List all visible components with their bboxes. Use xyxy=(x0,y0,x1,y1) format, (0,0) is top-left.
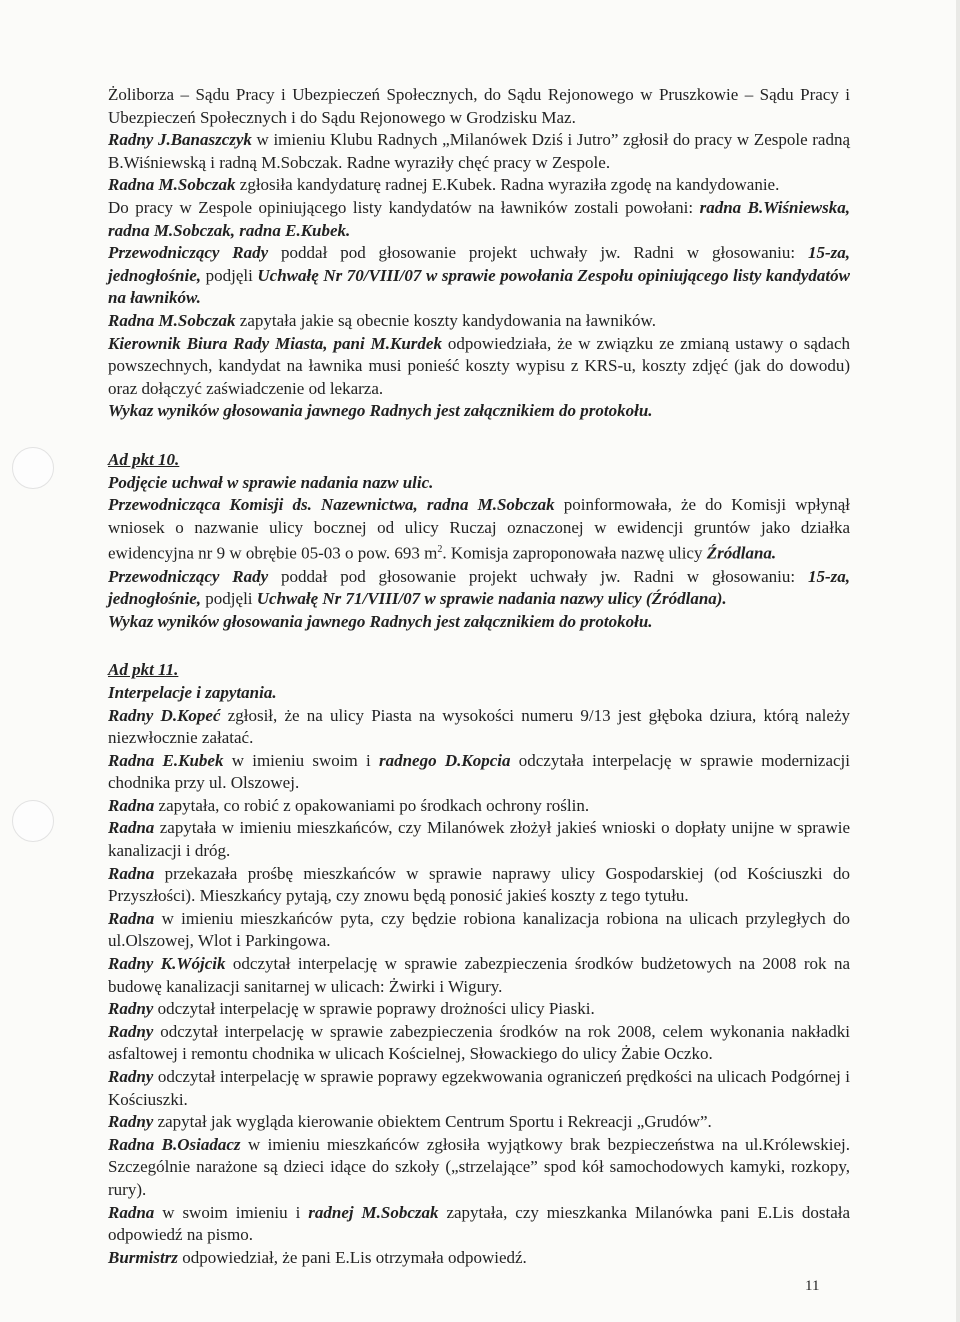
speaker: Kierownik Biura Rady Miasta, pani M.Kurdek xyxy=(108,333,442,353)
paragraph xyxy=(108,333,850,401)
paragraph xyxy=(108,795,850,818)
text: poddał pod głosowanie projekt uchwały jw. Radni w głosowaniu: xyxy=(268,566,808,586)
speaker: Przewodniczący Rady xyxy=(108,243,269,263)
text: Do pracy w Zespole opiniującego listy kandydatów na ławników zostali powołani: xyxy=(108,197,700,217)
section-number: Ad pkt 11. xyxy=(108,660,179,680)
paragraph xyxy=(108,998,850,1021)
text: przekazała prośbę mieszkańców w sprawie naprawy ulicy Gospodarskiej (od Kościuszki do Przyszłości). Mieszkańcy pytają, czy znowu będą ponosić jakieś koszty z tego tytułu. xyxy=(108,863,850,906)
text: odpowiedziała, że w związku ze zmianą ustawy o sądach powszechnych, kandydat na ławnika musi ponieść koszty wypisu z KRS-u, koszty zdjęć (jak do dowodu) oraz dołączyć zaświadczenie od lekarza. xyxy=(108,333,850,398)
paragraph xyxy=(108,1247,850,1270)
attachment-note: Wykaz wyników głosowania jawnego Radnych jest załącznikiem do protokołu. xyxy=(108,611,653,631)
document-page xyxy=(108,84,850,1269)
paragraph xyxy=(108,1021,850,1066)
speaker: radnego D.Kopcia xyxy=(378,750,511,770)
paragraph xyxy=(108,174,850,197)
section-title xyxy=(108,472,850,495)
paragraph xyxy=(108,611,850,634)
text: odczytała interpelację w sprawie modernizacji chodnika przy ul. Olszowej. xyxy=(108,750,850,793)
speaker: Burmistrz xyxy=(108,1247,178,1267)
paragraph xyxy=(108,750,850,795)
paragraph xyxy=(108,242,850,310)
text: poinformowała, że do Komisji wpłynął wniosek o nazwanie ulicy bocznej od ulicy Ruczaj oznaczonej w ewidencji gruntów jako działka ewidencyjna nr 9 w obrębie 05-03 o pow. 693 m xyxy=(108,495,850,563)
speaker: Radny xyxy=(108,1021,154,1041)
paragraph xyxy=(108,1202,850,1247)
title: Interpelacje i zapytania. xyxy=(108,682,277,702)
paragraph xyxy=(108,817,850,862)
paragraph xyxy=(108,310,850,333)
speaker: Radna E.Kubek xyxy=(108,750,224,770)
speaker: Radna M.Sobczak xyxy=(108,175,236,195)
text: odczytał interpelację w sprawie poprawy drożności ulicy Piaski. xyxy=(153,999,595,1019)
paragraph xyxy=(108,197,850,242)
street-name: Źródlana. xyxy=(706,543,777,563)
speaker: Radny xyxy=(108,999,154,1019)
speaker: Radny D.Kopeć xyxy=(108,705,221,725)
paragraph xyxy=(108,1134,850,1202)
section-heading xyxy=(108,659,850,682)
speaker: Przewodnicząca Komisji ds. Nazewnictwa, radna M.Sobczak xyxy=(108,495,555,515)
text: podjęli xyxy=(201,589,257,609)
paragraph xyxy=(108,705,850,750)
text: Żoliborza – Sądu Pracy i Ubezpieczeń Społecznych, do Sądu Rejonowego w Pruszkowie – Sądu Pracy i Ubezpieczeń Społecznych i do Sądu Rejonowego w Grodzisku Maz. xyxy=(108,85,850,127)
speaker: Przewodniczący Rady xyxy=(108,566,269,586)
text: w imieniu swoim i xyxy=(223,750,379,770)
superscript: 2 xyxy=(437,544,443,556)
emphasis: 15-za, jednogłośnie, xyxy=(108,243,850,285)
speaker: Radny xyxy=(108,1112,154,1132)
paragraph xyxy=(108,908,850,953)
text: w imieniu Klubu Radnych „Milanówek Dziś i Jutro” zgłosił do pracy w Zespole radną B.Wiśniewską i radną M.Sobczak. Radne wyraziły chęć pracy w Zespole. xyxy=(108,130,850,172)
paragraph xyxy=(108,494,850,565)
text: w imieniu mieszkańców zgłosiła wyjątkowy brak bezpieczeństwa na ul.Królewskiej. Szczególnie narażone są dzieci idące do szkoły („strzelające” spod kół samochodowych kamyki, rozkopy, rury). xyxy=(108,1134,850,1199)
speaker: Radny J.Banaszczyk xyxy=(108,130,252,150)
emphasis: 15-za, jednogłośnie, xyxy=(108,566,850,609)
paragraph xyxy=(108,953,850,998)
paragraph xyxy=(108,566,850,611)
section-title xyxy=(108,682,850,705)
text: zapytała w imieniu mieszkańców, czy Milanówek złożył jakieś wnioski o dopłaty unijne w sprawie kanalizacji i dróg. xyxy=(108,818,850,861)
text: zapytała, co robić z opakowaniami po środkach ochrony roślin. xyxy=(154,795,590,815)
text: odczytał interpelację w sprawie zabezpieczenia środków na rok 2008, celem wykonania nakładki asfaltowej i remontu chodnika w ulicach Kościelnej, Słowackiego do ulicy Żabie Oczko. xyxy=(108,1021,850,1064)
paragraph xyxy=(108,129,850,174)
attachment-note: Wykaz wyników głosowania jawnego Radnych jest załącznikiem do protokołu. xyxy=(108,401,653,421)
emphasis: radna B.Wiśniewska, radna M.Sobczak, radna E.Kubek. xyxy=(108,197,850,240)
paragraph xyxy=(108,84,850,129)
section-heading xyxy=(108,449,850,472)
speaker: Radna xyxy=(108,1202,155,1222)
punch-hole xyxy=(12,447,54,489)
speaker: Radny K.Wójcik xyxy=(108,954,226,974)
page-number: 11 xyxy=(805,1278,820,1294)
speaker: Radny xyxy=(108,1067,154,1086)
resolution: Uchwałę Nr 70/VIII/07 w sprawie powołania Zespołu opiniującego listy kandydatów na ławników. xyxy=(108,265,850,308)
speaker: Radna xyxy=(108,863,155,883)
text: podjęli xyxy=(201,265,258,285)
paragraph xyxy=(108,1111,850,1134)
paragraph xyxy=(108,863,850,908)
text: zapytała jakie są obecnie koszty kandydowania na ławników. xyxy=(235,310,656,330)
text: zapytała, czy mieszkanka Milanówka pani E.Lis dostała odpowiedź na pismo. xyxy=(108,1202,851,1245)
speaker: radnej M.Sobczak xyxy=(308,1202,439,1222)
text: zapytał jak wygląda kierowanie obiektem Centrum Sportu i Rekreacji „Grudów”. xyxy=(153,1112,712,1132)
text: poddał pod głosowanie projekt uchwały jw. Radni w głosowaniu: xyxy=(268,243,808,263)
speaker: Radna xyxy=(108,795,155,815)
text: zgłosił, że na ulicy Piasta na wysokości numeru 9/13 jest głęboka dziura, którą należy niezwłocznie załatać. xyxy=(108,705,850,748)
text: odczytał interpelację w sprawie poprawy egzekwowania ograniczeń prędkości na ulicach Podgórnej i Kościuszki. xyxy=(108,1067,850,1109)
text: w swoim imieniu i xyxy=(154,1202,309,1222)
text: zgłosiła kandydaturę radnej E.Kubek. Radna wyraziła zgodę na kandydowanie. xyxy=(235,175,780,195)
text: odczytał interpelację w sprawie zabezpieczenia środków budżetowych na 2008 rok na budowę kanalizacji sanitarnej w ulicach: Żwirki i Wigury. xyxy=(108,954,850,996)
text: odpowiedział, że pani E.Lis otrzymała odpowiedź. xyxy=(177,1247,527,1267)
title: Podjęcie uchwał w sprawie nadania nazw ulic. xyxy=(108,472,434,492)
text: w imieniu mieszkańców pyta, czy będzie robiona kanalizacja robiona na ulicach przyległych do ul.Olszowej, Wlot i Parkingowa. xyxy=(108,908,850,951)
punch-hole xyxy=(12,800,54,842)
page-edge xyxy=(956,0,960,1322)
speaker: Radna xyxy=(108,818,155,838)
speaker: Radna B.Osiadacz xyxy=(108,1134,241,1154)
text: . Komisja zaproponowała nazwę ulicy xyxy=(442,543,707,563)
resolution: Uchwałę Nr 71/VIII/07 w sprawie nadania nazwy ulicy (Źródlana). xyxy=(256,589,727,609)
section-number: Ad pkt 10. xyxy=(108,449,180,469)
paragraph xyxy=(108,400,850,423)
speaker: Radna xyxy=(108,908,155,928)
speaker: Radna M.Sobczak xyxy=(108,310,236,330)
paragraph xyxy=(108,1066,850,1111)
